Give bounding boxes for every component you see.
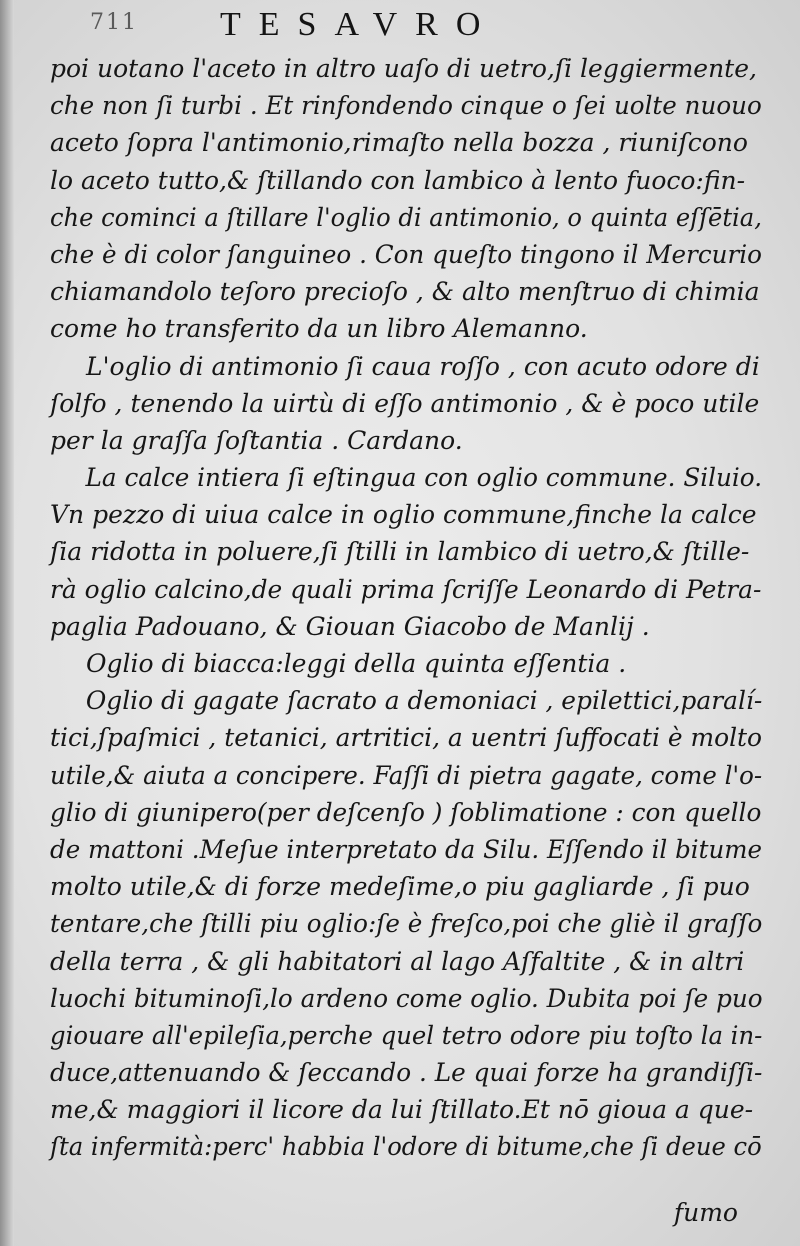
text-line: che è di color ſanguineo . Con queſto tingono il Mercurio	[50, 239, 762, 269]
catchword: fumo	[673, 1198, 738, 1227]
text-line: rà oglio calcino,de quali prima ſcriſſe Leonardo di Petra-	[50, 574, 762, 604]
text-line: poi uotano l'aceto in altro uaſo di uetro,ſi leggiermente,	[50, 54, 757, 83]
text-line: aceto ſopra l'antimonio,rimaſto nella bozza , riuniſcono	[50, 128, 748, 158]
text-line: Vn pezzo di uiua calce in oglio commune,finche la calce	[50, 500, 757, 530]
running-title: TESAVRO	[220, 6, 499, 43]
text-line: luochi bituminoſi,lo ardeno come oglio. Dubita poi ſe puo	[50, 983, 763, 1013]
text-line: utile,& aiuta a concipere. Faſſi di pietra gagate, come l'o-	[50, 760, 763, 790]
page-gutter-shadow	[0, 0, 14, 1246]
text-line: ſia ridotta in poluere,ſi ſtilli in lambico di uetro,& ſtille-	[50, 537, 750, 567]
text-line: della terra , & gli habitatori al lago Aſfaltite , & in altri	[50, 946, 745, 976]
text-line: La calce intiera ſi eſtingua con oglio commune. Siluio.	[85, 463, 763, 493]
text-line: glio di giunipero(per deſcenſo ) ſoblimatione : con quello	[50, 797, 762, 827]
page-header	[60, 6, 760, 46]
text-line: Oglio di biacca:leggi della quinta eſſentia .	[86, 649, 627, 678]
text-line: che non ſi turbi . Et rinfondendo cinque o ſei uolte nuouo	[50, 91, 762, 121]
text-line: per la graſſa ſoſtantia . Cardano.	[50, 425, 463, 455]
text-line: lo aceto tutto,& ſtillando con lambico à lento fuoco:fin-	[50, 165, 746, 195]
text-line: tentare,che ſtilli piu oglio:ſe è freſco,poi che gliè il graſſo	[50, 909, 763, 939]
text-line: duce,attenuando & ſeccando . Le quai forze ha grandiſſi-	[50, 1058, 763, 1088]
body-text	[50, 50, 763, 1166]
text-line: de mattoni .Meſue interpretato da Silu. Eſſendo il bitume	[50, 834, 763, 864]
text-line: come ho transferito da un libro Alemanno.	[50, 314, 588, 344]
text-line: tici,ſpaſmici , tetanici, artritici, a uentri ſuffocati è molto	[50, 723, 763, 753]
text-line: chiamandolo teſoro precioſo , & alto menſtruo di chimia	[50, 277, 760, 307]
text-line: ſta infermità:perc' habbia l'odore di bitume,che ſi deue cō	[50, 1132, 762, 1162]
text-line: molto utile,& di forze medeſime,o piu gagliarde , ſi puo	[50, 872, 750, 902]
text-line: me,& maggiori il licore da lui ſtillato.Et nō gioua a que-	[50, 1095, 754, 1125]
text-line: Oglio di gagate ſacrato a demoniaci , epilettici,paralí-	[85, 686, 763, 716]
text-line: L'oglio di antimonio ſi caua roſſo , con acuto odore di	[86, 351, 760, 381]
text-line: ſolfo , tenendo la uirtù di eſſo antimonio , & è poco utile	[50, 388, 760, 418]
text-line: che cominci a ſtillare l'oglio di antimonio, o quinta eſſētia,	[50, 202, 762, 232]
text-line: giouare all'epileſia,perche quel tetro odore piu toſto la in-	[50, 1020, 763, 1050]
page-number: 711	[90, 10, 138, 35]
text-line: paglia Padouano, & Giouan Giacobo de Manlij .	[50, 611, 650, 641]
